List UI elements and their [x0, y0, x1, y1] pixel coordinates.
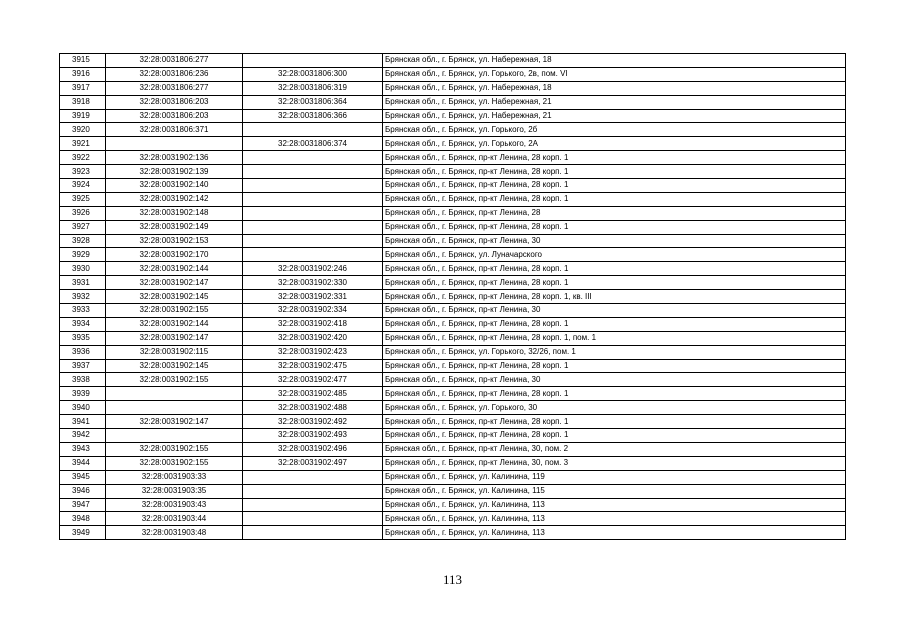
address-cell: Брянская обл., г. Брянск, пр-кт Ленина, 28 корп. 1: [383, 359, 846, 373]
land-cadastral-number-cell: 32:28:0031902:155: [106, 373, 243, 387]
table-row: [60, 137, 846, 151]
table-row: [60, 470, 846, 484]
building-cadastral-number-cell: 32:28:0031902:493: [243, 429, 383, 443]
address-cell: Брянская обл., г. Брянск, ул. Калинина, 119: [383, 470, 846, 484]
table-row: [60, 304, 846, 318]
table-row: [60, 54, 846, 68]
land-cadastral-number-cell: 32:28:0031902:147: [106, 415, 243, 429]
address-cell: Брянская обл., г. Брянск, пр-кт Ленина, 30: [383, 304, 846, 318]
table-row: [60, 151, 846, 165]
land-cadastral-number-cell: 32:28:0031903:44: [106, 512, 243, 526]
land-cadastral-number-cell: 32:28:0031903:35: [106, 484, 243, 498]
building-cadastral-number-cell: [243, 526, 383, 540]
address-cell: Брянская обл., г. Брянск, пр-кт Ленина, 28 корп. 1, пом. 1: [383, 331, 846, 345]
table-row: [60, 359, 846, 373]
address-cell: Брянская обл., г. Брянск, пр-кт Ленина, 30: [383, 234, 846, 248]
row-number-cell: 3940: [60, 401, 106, 415]
address-cell: Брянская обл., г. Брянск, пр-кт Ленина, 30, пом. 3: [383, 456, 846, 470]
building-cadastral-number-cell: 32:28:0031806:364: [243, 95, 383, 109]
building-cadastral-number-cell: 32:28:0031902:475: [243, 359, 383, 373]
address-cell: Брянская обл., г. Брянск, ул. Горького, 30: [383, 401, 846, 415]
land-cadastral-number-cell: 32:28:0031903:43: [106, 498, 243, 512]
table-row: [60, 262, 846, 276]
land-cadastral-number-cell: 32:28:0031902:153: [106, 234, 243, 248]
land-cadastral-number-cell: 32:28:0031902:145: [106, 359, 243, 373]
table-row: [60, 317, 846, 331]
table-row: [60, 206, 846, 220]
row-number-cell: 3920: [60, 123, 106, 137]
building-cadastral-number-cell: [243, 179, 383, 193]
row-number-cell: 3938: [60, 373, 106, 387]
row-number-cell: 3931: [60, 276, 106, 290]
address-cell: Брянская обл., г. Брянск, пр-кт Ленина, 28 корп. 1: [383, 429, 846, 443]
row-number-cell: 3930: [60, 262, 106, 276]
land-cadastral-number-cell: 32:28:0031902:147: [106, 276, 243, 290]
building-cadastral-number-cell: [243, 151, 383, 165]
table-row: [60, 81, 846, 95]
land-cadastral-number-cell: 32:28:0031902:145: [106, 290, 243, 304]
row-number-cell: 3921: [60, 137, 106, 151]
address-cell: Брянская обл., г. Брянск, ул. Набережная, 21: [383, 109, 846, 123]
address-cell: Брянская обл., г. Брянск, пр-кт Ленина, 28 корп. 1: [383, 317, 846, 331]
row-number-cell: 3933: [60, 304, 106, 318]
address-cell: Брянская обл., г. Брянск, пр-кт Ленина, 30, пом. 2: [383, 442, 846, 456]
address-cell: Брянская обл., г. Брянск, ул. Калинина, 113: [383, 526, 846, 540]
land-cadastral-number-cell: 32:28:0031902:144: [106, 317, 243, 331]
building-cadastral-number-cell: [243, 220, 383, 234]
table-row: [60, 373, 846, 387]
building-cadastral-number-cell: 32:28:0031902:497: [243, 456, 383, 470]
row-number-cell: 3946: [60, 484, 106, 498]
address-cell: Брянская обл., г. Брянск, ул. Калинина, 115: [383, 484, 846, 498]
land-cadastral-number-cell: [106, 387, 243, 401]
table-row: [60, 220, 846, 234]
row-number-cell: 3943: [60, 442, 106, 456]
table-row: [60, 387, 846, 401]
land-cadastral-number-cell: 32:28:0031902:147: [106, 331, 243, 345]
table-row: [60, 456, 846, 470]
address-cell: Брянская обл., г. Брянск, ул. Набережная, 18: [383, 81, 846, 95]
building-cadastral-number-cell: [243, 470, 383, 484]
table-row: [60, 290, 846, 304]
table-row: [60, 276, 846, 290]
building-cadastral-number-cell: [243, 206, 383, 220]
building-cadastral-number-cell: 32:28:0031902:423: [243, 345, 383, 359]
address-cell: Брянская обл., г. Брянск, ул. Набережная, 21: [383, 95, 846, 109]
building-cadastral-number-cell: [243, 123, 383, 137]
row-number-cell: 3919: [60, 109, 106, 123]
table-row: [60, 442, 846, 456]
land-cadastral-number-cell: 32:28:0031902:148: [106, 206, 243, 220]
land-cadastral-number-cell: [106, 429, 243, 443]
land-cadastral-number-cell: 32:28:0031806:277: [106, 54, 243, 68]
row-number-cell: 3922: [60, 151, 106, 165]
table-row: [60, 512, 846, 526]
table-row: [60, 415, 846, 429]
row-number-cell: 3936: [60, 345, 106, 359]
row-number-cell: 3948: [60, 512, 106, 526]
building-cadastral-number-cell: 32:28:0031806:319: [243, 81, 383, 95]
row-number-cell: 3932: [60, 290, 106, 304]
address-cell: Брянская обл., г. Брянск, пр-кт Ленина, 28 корп. 1: [383, 276, 846, 290]
land-cadastral-number-cell: 32:28:0031902:115: [106, 345, 243, 359]
table-row: [60, 67, 846, 81]
building-cadastral-number-cell: 32:28:0031806:300: [243, 67, 383, 81]
table-row: [60, 165, 846, 179]
building-cadastral-number-cell: [243, 248, 383, 262]
building-cadastral-number-cell: [243, 498, 383, 512]
address-cell: Брянская обл., г. Брянск, ул. Горького, 32/26, пом. 1: [383, 345, 846, 359]
land-cadastral-number-cell: 32:28:0031902:136: [106, 151, 243, 165]
building-cadastral-number-cell: [243, 234, 383, 248]
building-cadastral-number-cell: 32:28:0031902:420: [243, 331, 383, 345]
building-cadastral-number-cell: 32:28:0031902:418: [243, 317, 383, 331]
land-cadastral-number-cell: 32:28:0031903:48: [106, 526, 243, 540]
address-cell: Брянская обл., г. Брянск, пр-кт Ленина, 28 корп. 1: [383, 165, 846, 179]
building-cadastral-number-cell: 32:28:0031902:334: [243, 304, 383, 318]
table-row: [60, 498, 846, 512]
table-row: [60, 331, 846, 345]
address-cell: Брянская обл., г. Брянск, пр-кт Ленина, 30: [383, 373, 846, 387]
row-number-cell: 3939: [60, 387, 106, 401]
building-cadastral-number-cell: [243, 54, 383, 68]
land-cadastral-number-cell: [106, 401, 243, 415]
address-cell: Брянская обл., г. Брянск, ул. Калинина, 113: [383, 498, 846, 512]
row-number-cell: 3926: [60, 206, 106, 220]
row-number-cell: 3929: [60, 248, 106, 262]
row-number-cell: 3923: [60, 165, 106, 179]
address-cell: Брянская обл., г. Брянск, пр-кт Ленина, 28 корп. 1: [383, 151, 846, 165]
row-number-cell: 3918: [60, 95, 106, 109]
address-cell: Брянская обл., г. Брянск, пр-кт Ленина, 28 корп. 1: [383, 192, 846, 206]
table-row: [60, 401, 846, 415]
building-cadastral-number-cell: [243, 512, 383, 526]
table-row: [60, 526, 846, 540]
building-cadastral-number-cell: 32:28:0031902:485: [243, 387, 383, 401]
land-cadastral-number-cell: 32:28:0031903:33: [106, 470, 243, 484]
land-cadastral-number-cell: 32:28:0031902:170: [106, 248, 243, 262]
row-number-cell: 3927: [60, 220, 106, 234]
address-cell: Брянская обл., г. Брянск, ул. Горького, 2в, пом. VI: [383, 67, 846, 81]
row-number-cell: 3942: [60, 429, 106, 443]
land-cadastral-number-cell: 32:28:0031902:144: [106, 262, 243, 276]
row-number-cell: 3925: [60, 192, 106, 206]
row-number-cell: 3915: [60, 54, 106, 68]
building-cadastral-number-cell: 32:28:0031902:496: [243, 442, 383, 456]
table-row: [60, 345, 846, 359]
address-cell: Брянская обл., г. Брянск, пр-кт Ленина, 28 корп. 1: [383, 262, 846, 276]
address-cell: Брянская обл., г. Брянск, пр-кт Ленина, 28 корп. 1: [383, 220, 846, 234]
address-cell: Брянская обл., г. Брянск, ул. Горького, 2б: [383, 123, 846, 137]
table-row: [60, 192, 846, 206]
row-number-cell: 3941: [60, 415, 106, 429]
building-cadastral-number-cell: 32:28:0031902:488: [243, 401, 383, 415]
row-number-cell: 3924: [60, 179, 106, 193]
land-cadastral-number-cell: 32:28:0031806:203: [106, 109, 243, 123]
table-row: [60, 484, 846, 498]
address-cell: Брянская обл., г. Брянск, ул. Горького, 2А: [383, 137, 846, 151]
land-cadastral-number-cell: 32:28:0031902:142: [106, 192, 243, 206]
table-row: [60, 179, 846, 193]
land-cadastral-number-cell: 32:28:0031902:139: [106, 165, 243, 179]
land-cadastral-number-cell: 32:28:0031902:149: [106, 220, 243, 234]
row-number-cell: 3917: [60, 81, 106, 95]
row-number-cell: 3928: [60, 234, 106, 248]
address-cell: Брянская обл., г. Брянск, пр-кт Ленина, 28 корп. 1: [383, 387, 846, 401]
land-cadastral-number-cell: 32:28:0031806:277: [106, 81, 243, 95]
building-cadastral-number-cell: 32:28:0031806:374: [243, 137, 383, 151]
cadastral-table: [59, 53, 846, 540]
address-cell: Брянская обл., г. Брянск, ул. Набережная, 18: [383, 54, 846, 68]
building-cadastral-number-cell: 32:28:0031902:331: [243, 290, 383, 304]
land-cadastral-number-cell: 32:28:0031806:203: [106, 95, 243, 109]
row-number-cell: 3935: [60, 331, 106, 345]
row-number-cell: 3947: [60, 498, 106, 512]
address-cell: Брянская обл., г. Брянск, ул. Калинина, 113: [383, 512, 846, 526]
land-cadastral-number-cell: 32:28:0031902:155: [106, 442, 243, 456]
table-row: [60, 123, 846, 137]
building-cadastral-number-cell: 32:28:0031806:366: [243, 109, 383, 123]
row-number-cell: 3937: [60, 359, 106, 373]
row-number-cell: 3916: [60, 67, 106, 81]
table-row: [60, 95, 846, 109]
address-cell: Брянская обл., г. Брянск, пр-кт Ленина, 28 корп. 1: [383, 179, 846, 193]
building-cadastral-number-cell: [243, 192, 383, 206]
building-cadastral-number-cell: [243, 484, 383, 498]
row-number-cell: 3944: [60, 456, 106, 470]
address-cell: Брянская обл., г. Брянск, пр-кт Ленина, 28 корп. 1: [383, 415, 846, 429]
building-cadastral-number-cell: 32:28:0031902:246: [243, 262, 383, 276]
land-cadastral-number-cell: 32:28:0031806:236: [106, 67, 243, 81]
building-cadastral-number-cell: [243, 165, 383, 179]
page-number: 113: [442, 572, 463, 587]
table-row: [60, 429, 846, 443]
building-cadastral-number-cell: 32:28:0031902:330: [243, 276, 383, 290]
land-cadastral-number-cell: 32:28:0031902:155: [106, 456, 243, 470]
land-cadastral-number-cell: 32:28:0031806:371: [106, 123, 243, 137]
row-number-cell: 3934: [60, 317, 106, 331]
address-cell: Брянская обл., г. Брянск, пр-кт Ленина, 28: [383, 206, 846, 220]
land-cadastral-number-cell: 32:28:0031902:140: [106, 179, 243, 193]
row-number-cell: 3949: [60, 526, 106, 540]
land-cadastral-number-cell: [106, 137, 243, 151]
table-row: [60, 248, 846, 262]
address-cell: Брянская обл., г. Брянск, пр-кт Ленина, 28 корп. 1, кв. III: [383, 290, 846, 304]
table-row: [60, 234, 846, 248]
table-row: [60, 109, 846, 123]
building-cadastral-number-cell: 32:28:0031902:492: [243, 415, 383, 429]
table-body: [60, 54, 846, 540]
address-cell: Брянская обл., г. Брянск, ул. Луначарского: [383, 248, 846, 262]
row-number-cell: 3945: [60, 470, 106, 484]
land-cadastral-number-cell: 32:28:0031902:155: [106, 304, 243, 318]
building-cadastral-number-cell: 32:28:0031902:477: [243, 373, 383, 387]
